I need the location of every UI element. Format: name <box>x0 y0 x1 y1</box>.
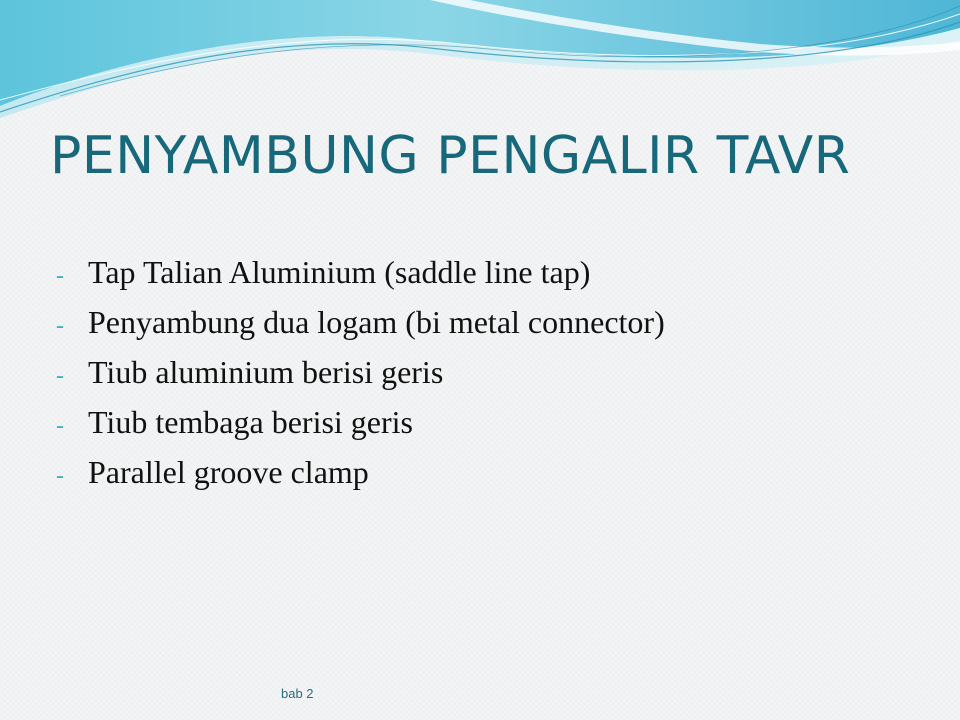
header-wave-decoration <box>0 0 960 120</box>
bullet-marker: - <box>56 263 64 289</box>
slide-title: PENYAMBUNG PENGALIR TAVR <box>50 126 851 186</box>
bullet-text: Tap Talian Aluminium (saddle line tap) <box>88 254 591 290</box>
bullet-text: Tiub aluminium berisi geris <box>88 354 444 390</box>
slide-footer: bab 2 <box>281 686 314 701</box>
bullet-item <box>56 254 665 304</box>
bullet-marker: - <box>56 463 64 489</box>
bullet-marker: - <box>56 313 64 339</box>
bullet-marker: - <box>56 363 64 389</box>
bullet-item <box>56 404 665 454</box>
bullet-marker: - <box>56 413 64 439</box>
bullet-text: Penyambung dua logam (bi metal connector) <box>88 304 665 340</box>
bullet-text: Parallel groove clamp <box>88 454 369 490</box>
bullet-item <box>56 454 665 504</box>
bullet-text: Tiub tembaga berisi geris <box>88 404 413 440</box>
bullet-item <box>56 304 665 354</box>
bullet-item <box>56 354 665 404</box>
bullet-list <box>56 254 665 504</box>
